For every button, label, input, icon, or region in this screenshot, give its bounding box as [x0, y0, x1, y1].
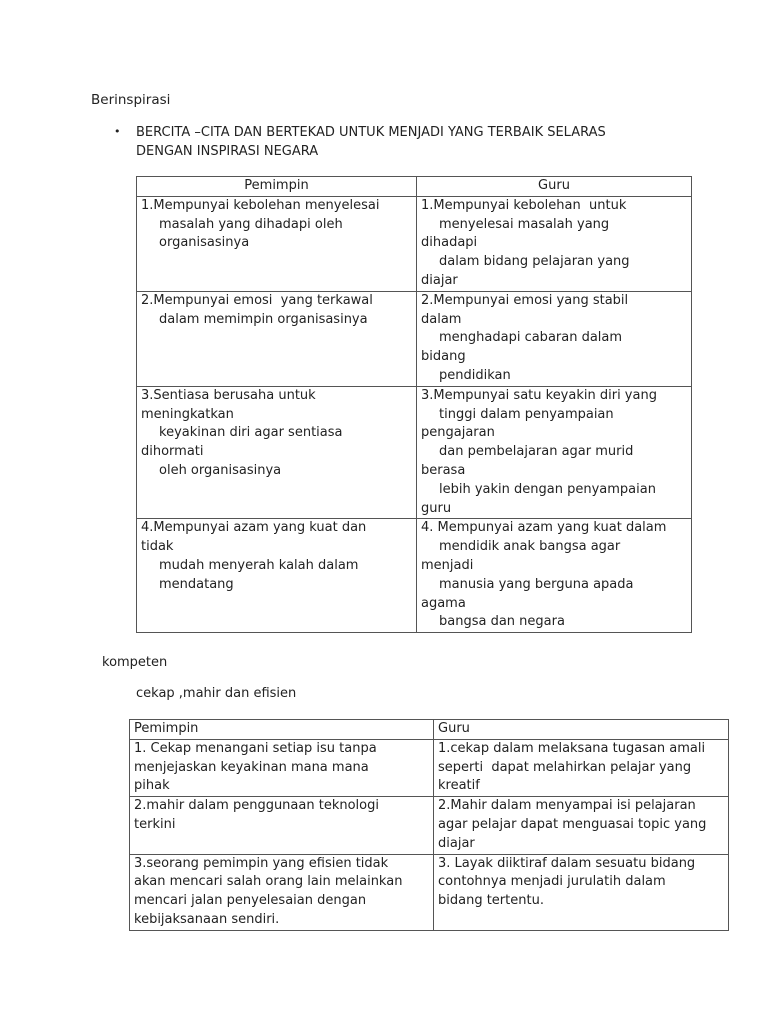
cell-line: mendidik anak bangsa agar	[439, 539, 621, 555]
cell-line: 3.seorang pemimpin yang efisien tidak	[134, 855, 389, 871]
cell-line: terkini	[134, 816, 176, 832]
cell-line: 3. Layak diiktiraf dalam sesuatu bidang	[438, 855, 696, 871]
cell-line: pihak	[134, 778, 170, 794]
cell-line: lebih yakin dengan penyampaian	[439, 481, 656, 497]
cell-line: meningkatkan	[141, 406, 234, 422]
guru-cell	[434, 854, 729, 930]
cell-line: bangsa dan negara	[439, 614, 565, 630]
bullet-line: BERCITA –CITA DAN BERTEKAD UNTUK MENJADI YANG TERBAIK SELARAS	[136, 125, 606, 140]
pemimpin-cell	[130, 797, 434, 854]
cell-line: agama	[421, 595, 466, 611]
cell-line: menjadi	[421, 557, 474, 573]
column-header-pemimpin: Pemimpin	[130, 720, 434, 740]
cell-line: organisasinya	[159, 235, 250, 251]
bullet-icon: •	[114, 125, 121, 138]
guru-cell	[417, 519, 692, 633]
guru-cell	[417, 196, 692, 291]
cell-line: menyelesai masalah yang	[439, 216, 610, 232]
guru-cell	[417, 386, 692, 519]
guru-cell	[434, 739, 729, 796]
table-row	[137, 386, 692, 519]
guru-cell	[434, 797, 729, 854]
cell-line: mencari jalan penyelesaian dengan	[134, 893, 367, 909]
cell-line: diajar	[438, 835, 475, 851]
cell-line: 3.Mempunyai satu keyakin diri yang	[421, 387, 657, 403]
cell-line: dalam memimpin organisasinya	[159, 311, 368, 327]
table-row	[137, 291, 692, 386]
cell-line: keyakinan diri agar sentiasa	[159, 425, 343, 441]
cell-line: 1.Mempunyai kebolehan menyelesai	[141, 197, 380, 213]
cell-line: oleh organisasinya	[159, 462, 282, 478]
cell-line: 1.cekap dalam melaksana tugasan amali	[438, 740, 706, 756]
cell-line: 3.Sentiasa berusaha untuk	[141, 387, 316, 403]
cell-line: masalah yang dihadapi oleh	[159, 216, 343, 232]
column-header-guru: Guru	[417, 177, 692, 197]
table-header-row	[137, 177, 692, 197]
cell-line: berasa	[421, 462, 466, 478]
table-row	[130, 739, 729, 796]
table-row	[137, 196, 692, 291]
cell-line: manusia yang berguna apada	[439, 576, 634, 592]
guru-cell	[417, 291, 692, 386]
cell-line: mendatang	[159, 576, 234, 592]
cell-line: dihadapi	[421, 235, 478, 251]
berinspirasi-table	[136, 176, 692, 633]
table-row	[130, 854, 729, 930]
cell-line: agar pelajar dapat menguasai topic yang	[438, 816, 707, 832]
pemimpin-cell	[137, 386, 417, 519]
table-row	[130, 797, 729, 854]
section-subheading: cekap ,mahir dan efisien	[136, 686, 297, 701]
cell-line: dalam	[421, 311, 462, 327]
cell-line: akan mencari salah orang lain melainkan	[134, 874, 403, 890]
cell-line: pengajaran	[421, 425, 495, 441]
cell-line: kebijaksanaan sendiri.	[134, 911, 280, 927]
cell-line: tinggi dalam penyampaian	[439, 406, 614, 422]
cell-line: 4. Mempunyai azam yang kuat dalam	[421, 520, 667, 536]
cell-line: dihormati	[141, 444, 204, 460]
column-header-pemimpin: Pemimpin	[137, 177, 417, 197]
cell-line: dalam bidang pelajaran yang	[439, 254, 630, 270]
cell-line: guru	[421, 500, 452, 516]
table-row	[137, 519, 692, 633]
cell-line: 4.Mempunyai azam yang kuat dan	[141, 520, 367, 536]
cell-line: 1.Mempunyai kebolehan untuk	[421, 197, 627, 213]
cell-line: 1. Cekap menangani setiap isu tanpa	[134, 740, 377, 756]
cell-line: bidang	[421, 349, 466, 365]
cell-line: 2.Mahir dalam menyampai isi pelajaran	[438, 798, 696, 814]
bullet-line: DENGAN INSPIRASI NEGARA	[136, 144, 319, 159]
cell-line: 2.Mempunyai emosi yang stabil	[421, 292, 629, 308]
cell-line: diajar	[421, 272, 458, 288]
cell-line: tidak	[141, 539, 174, 555]
cell-line: menjejaskan keyakinan mana mana	[134, 759, 369, 775]
cell-line: dan pembelajaran agar murid	[439, 444, 634, 460]
cell-line: seperti dapat melahirkan pelajar yang	[438, 759, 692, 775]
cell-line: pendidikan	[439, 367, 511, 383]
bullet-text	[136, 123, 676, 161]
cell-line: kreatif	[438, 778, 480, 794]
section-heading-berinspirasi: Berinspirasi	[91, 92, 171, 108]
kompeten-table	[129, 719, 729, 931]
pemimpin-cell	[130, 854, 434, 930]
table-header-row	[130, 720, 729, 740]
cell-line: bidang tertentu.	[438, 893, 544, 909]
cell-line: 2.mahir dalam penggunaan teknologi	[134, 798, 379, 814]
pemimpin-cell	[137, 196, 417, 291]
pemimpin-cell	[137, 519, 417, 633]
cell-line: 2.Mempunyai emosi yang terkawal	[141, 292, 373, 308]
column-header-guru: Guru	[434, 720, 729, 740]
cell-line: menghadapi cabaran dalam	[439, 330, 623, 346]
pemimpin-cell	[130, 739, 434, 796]
cell-line: mudah menyerah kalah dalam	[159, 557, 359, 573]
pemimpin-cell	[137, 291, 417, 386]
cell-line: contohnya menjadi jurulatih dalam	[438, 874, 666, 890]
section-heading-kompeten: kompeten	[102, 655, 168, 670]
